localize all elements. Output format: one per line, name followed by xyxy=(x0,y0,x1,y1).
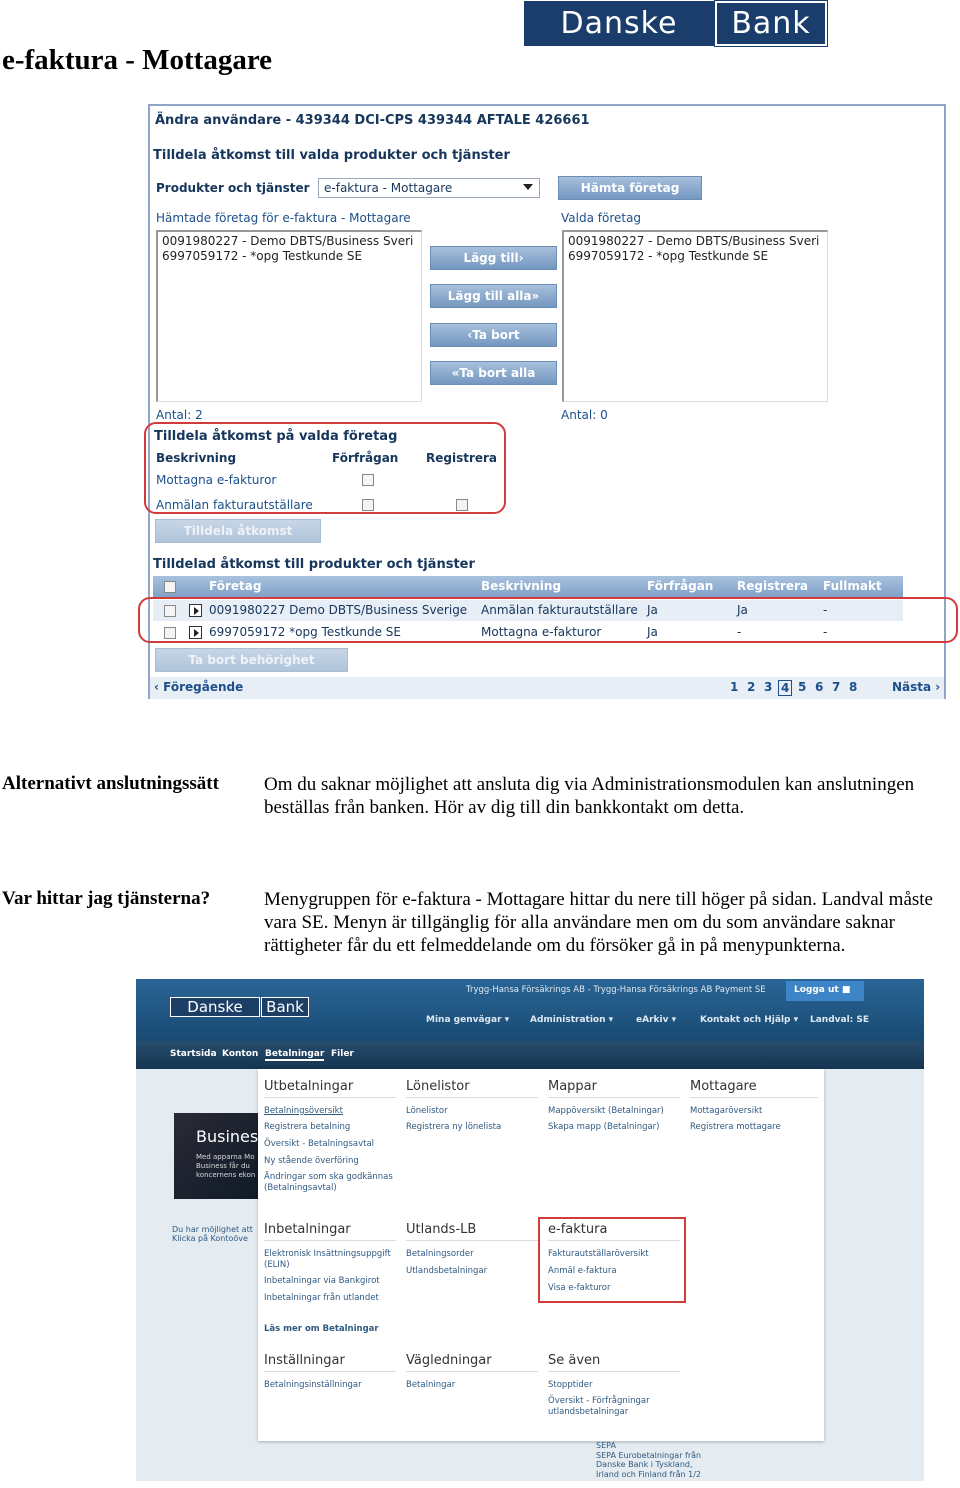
menu-item[interactable]: Översikt - Förfrågningar utlandsbetalningar xyxy=(548,1396,650,1417)
section-label: Var hittar jag tjänsterna? xyxy=(2,888,211,909)
logo-right: Bank xyxy=(715,1,827,46)
divider xyxy=(264,1097,396,1098)
menu-item[interactable]: Ändringar som ska godkännas (Betalningsavtal) xyxy=(264,1172,393,1193)
menu-item[interactable]: Betalningsöversikt xyxy=(264,1106,343,1116)
access-heading: Tilldela åtkomst på valda företag xyxy=(154,429,398,444)
menu-group-title: Inställningar xyxy=(264,1353,345,1368)
menu-item[interactable]: Fakturautställaröversikt xyxy=(548,1249,649,1259)
menu-item[interactable]: Inbetalningar via Bankgirot xyxy=(264,1276,380,1286)
logout-button[interactable]: Logga ut ■ xyxy=(786,981,864,1001)
menu-group-title: Inbetalningar xyxy=(264,1222,351,1237)
page-link[interactable]: 1 xyxy=(730,680,739,694)
top-link-help[interactable]: Kontakt och Hjälp ▾ xyxy=(700,1015,799,1025)
select-all-checkbox[interactable] xyxy=(164,581,176,593)
product-select[interactable] xyxy=(318,178,540,198)
selected-label: Valda företag xyxy=(561,211,642,225)
col-desc: Beskrivning xyxy=(156,451,237,465)
menu-item[interactable]: Registrera betalning xyxy=(264,1122,351,1132)
divider xyxy=(264,1371,396,1372)
list-item[interactable]: 0091980227 - Demo DBTS/Business Sveri xyxy=(162,234,414,248)
user-heading: Ändra användare - 439344 DCI-CPS 439344 AFTALE 426661 xyxy=(155,113,590,128)
page-link-current[interactable]: 4 xyxy=(778,680,792,696)
menu-item[interactable]: Ny stående överföring xyxy=(264,1156,359,1166)
add-button[interactable]: Lägg till› xyxy=(430,246,557,270)
list-item[interactable]: 0091980227 - Demo DBTS/Business Sveri xyxy=(568,234,820,248)
selected-companies-list[interactable] xyxy=(562,230,828,402)
remove-all-button[interactable]: «Ta bort alla xyxy=(430,361,557,385)
product-select-value: e-faktura - Mottagare xyxy=(324,181,453,195)
row-full: - xyxy=(823,603,828,617)
menu-item[interactable]: Stopptider xyxy=(548,1380,593,1390)
page-link[interactable]: 7 xyxy=(832,680,841,694)
divider xyxy=(406,1097,538,1098)
th-request[interactable]: Förfrågan xyxy=(647,579,714,593)
remove-button[interactable]: ‹Ta bort xyxy=(430,323,557,347)
page-link[interactable]: 3 xyxy=(764,680,773,694)
menu-item[interactable]: Utlandsbetalningar xyxy=(406,1266,488,1276)
menu-group-title: Utbetalningar xyxy=(264,1079,354,1094)
fetched-label: Hämtade företag för e-faktura - Mottagare xyxy=(156,211,411,225)
count-right: Antal: 0 xyxy=(561,408,608,422)
row-request: Ja xyxy=(647,603,658,617)
highlight-frame xyxy=(144,422,506,514)
section-label: Alternativt anslutningssätt xyxy=(2,773,219,794)
top-link-shortcuts[interactable]: Mina genvägar ▾ xyxy=(426,1015,510,1025)
menu-item[interactable]: Elektronisk Insättningsuppgift (ELIN) xyxy=(264,1249,391,1270)
section-text: Om du saknar möjlighet att ansluta dig via Administrationsmodulen kan anslutningen beställas från banken. Hör av dig till din bankkontakt om detta. xyxy=(264,774,915,818)
menu-group-title: Vägledningar xyxy=(406,1353,492,1368)
section-text: Menygruppen för e-faktura - Mottagare hittar du nere till höger på sidan. Landval måste vara SE. Menyn är tillgänglig för alla användare men om du som användare saknar rättigheter får du ett felmeddelande om du försöker gå in på menypunkterna. xyxy=(264,889,933,956)
row-full: - xyxy=(823,625,828,639)
menu-group-title: e-faktura xyxy=(548,1222,608,1237)
next-link[interactable]: Nästa › xyxy=(892,680,941,694)
divider xyxy=(406,1371,538,1372)
product-label: Produkter och tjänster xyxy=(156,181,310,195)
tab-startsida[interactable]: Startsida xyxy=(170,1049,217,1059)
menu-group-title: Lönelistor xyxy=(406,1079,470,1094)
remove-access-button[interactable]: Ta bort behörighet xyxy=(155,648,348,672)
page-link[interactable]: 5 xyxy=(798,680,807,694)
menu-item[interactable]: Betalningar xyxy=(406,1380,456,1390)
divider xyxy=(264,1240,396,1241)
grant-access-button[interactable]: Tilldela åtkomst xyxy=(155,519,321,543)
divider xyxy=(548,1097,680,1098)
highlight-frame xyxy=(138,597,958,643)
row-company: 6997059172 *opg Testkunde SE xyxy=(209,625,401,639)
netbank-screenshot xyxy=(136,979,924,1481)
page-link[interactable]: 2 xyxy=(747,680,756,694)
page-link[interactable]: 8 xyxy=(849,680,858,694)
top-link-country[interactable]: Landval: SE xyxy=(810,1015,870,1025)
row-desc: Mottagna e-fakturor xyxy=(481,625,602,639)
assign-heading: Tilldela åtkomst till valda produkter och tjänster xyxy=(153,148,510,163)
company-line: Trygg-Hansa Försäkrings AB - Trygg-Hansa Försäkrings AB Payment SE xyxy=(466,985,766,995)
divider xyxy=(690,1097,818,1098)
row-register: Ja xyxy=(737,603,748,617)
access-row-label: Mottagna e-fakturor xyxy=(156,473,277,487)
logo-left: Danske xyxy=(524,1,714,46)
promo-title: Busines xyxy=(196,1127,259,1146)
list-item[interactable]: 6997059172 - *opg Testkunde SE xyxy=(568,249,769,263)
menu-item[interactable]: Mottagaröversikt xyxy=(690,1106,763,1116)
fetched-companies-list[interactable] xyxy=(156,230,422,402)
tab-konton[interactable]: Konton xyxy=(222,1049,259,1059)
page-link[interactable]: 6 xyxy=(815,680,824,694)
menu-item[interactable]: Registrera mottagare xyxy=(690,1122,781,1132)
pagination xyxy=(150,677,944,699)
row-request: Ja xyxy=(647,625,658,639)
menu-item[interactable]: Registrera ny lönelista xyxy=(406,1122,502,1132)
divider xyxy=(548,1371,680,1372)
menu-group-title: Mappar xyxy=(548,1079,597,1094)
row-register: - xyxy=(737,625,742,639)
menu-group-title: Se även xyxy=(548,1353,601,1368)
list-item[interactable]: 6997059172 - *opg Testkunde SE xyxy=(162,249,363,263)
side-note: Du har möjlighet att Klicka på Kontoöve xyxy=(172,1225,253,1243)
menu-item[interactable]: Betalningsinställningar xyxy=(264,1380,362,1390)
menu-group-title: Utlands-LB xyxy=(406,1222,477,1237)
highlight-frame xyxy=(538,1217,686,1303)
add-all-button[interactable]: Lägg till alla» xyxy=(430,284,557,308)
menu-group-title: Mottagare xyxy=(690,1079,757,1094)
menu-item[interactable]: Anmäl e-faktura xyxy=(548,1266,617,1276)
danske-bank-logo xyxy=(524,1,827,46)
menu-item[interactable]: Skapa mapp (Betalningar) xyxy=(548,1122,660,1132)
th-desc[interactable]: Beskrivning xyxy=(481,579,562,593)
granted-heading: Tilldelad åtkomst till produkter och tjänster xyxy=(153,557,475,572)
menu-item[interactable]: Betalningsorder xyxy=(406,1249,474,1259)
tab-filer[interactable]: Filer xyxy=(331,1049,354,1059)
sepa-note[interactable]: SEPA SEPA Eurobetalningar från Danske Bank i Tyskland, Irland och Finland från 1/2 xyxy=(596,1441,702,1479)
row-desc: Anmälan fakturautställare xyxy=(481,603,638,617)
read-more-link[interactable]: Läs mer om Betalningar xyxy=(264,1324,379,1334)
col-register: Registrera xyxy=(426,451,498,465)
fetch-companies-button[interactable]: Hämta företag xyxy=(558,176,702,200)
col-request: Förfrågan xyxy=(332,451,399,465)
top-link-earchive[interactable]: eArkiv ▾ xyxy=(636,1015,677,1025)
th-company[interactable]: Företag xyxy=(209,579,262,593)
access-row-label: Anmälan fakturautställare xyxy=(156,498,313,512)
th-register[interactable]: Registrera xyxy=(737,579,809,593)
row-company: 0091980227 Demo DBTS/Business Sverige xyxy=(209,603,468,617)
menu-item[interactable]: Lönelistor xyxy=(406,1106,448,1116)
menu-item[interactable]: Inbetalningar från utlandet xyxy=(264,1293,379,1303)
menu-item[interactable]: Visa e-fakturor xyxy=(548,1283,611,1293)
top-link-admin[interactable]: Administration ▾ xyxy=(530,1015,614,1025)
table-header xyxy=(153,576,903,598)
lock-icon: ■ xyxy=(841,985,851,995)
logo-right: Bank xyxy=(261,997,309,1017)
logo-left: Danske xyxy=(170,997,260,1017)
count-left: Antal: 2 xyxy=(156,408,203,422)
promo-text: Med apparna Mo Business får du koncernens ekon xyxy=(196,1153,256,1179)
danske-bank-logo xyxy=(170,997,309,1017)
chevron-down-icon xyxy=(523,184,533,190)
prev-link[interactable]: ‹ Föregående xyxy=(154,680,244,694)
promo-banner[interactable] xyxy=(174,1113,260,1199)
th-full[interactable]: Fullmakt xyxy=(823,579,882,593)
tab-betalningar[interactable]: Betalningar xyxy=(265,1049,325,1059)
menu-item[interactable]: Mappöversikt (Betalningar) xyxy=(548,1106,664,1116)
menu-item[interactable]: Översikt - Betalningsavtal xyxy=(264,1139,375,1149)
page-title: e-faktura - Mottagare xyxy=(2,44,273,76)
divider xyxy=(406,1240,538,1241)
